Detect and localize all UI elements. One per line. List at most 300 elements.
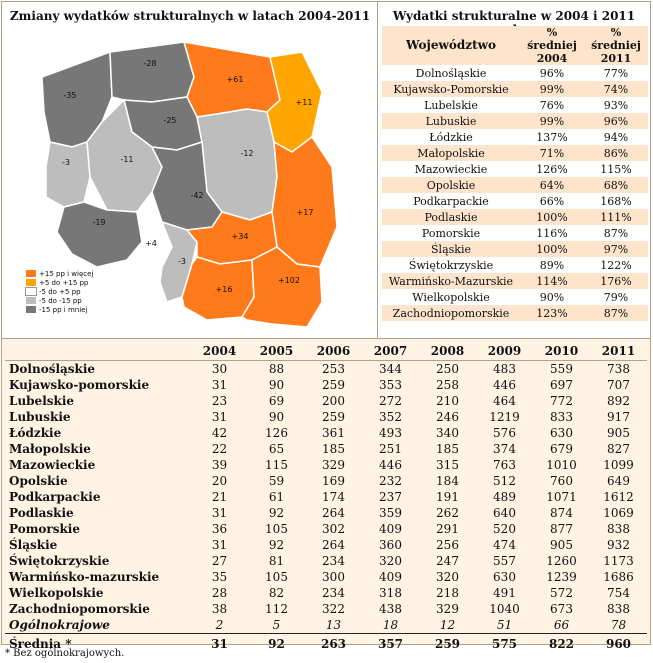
expenditure-cell-value: 61 <box>268 490 285 504</box>
expenditure-cell-value: 575 <box>476 634 533 654</box>
expenditure-cell-region: Dolnośląskie <box>5 361 191 378</box>
expenditure-cell-value: 39 <box>211 458 228 472</box>
expenditure-cell-value: 31 <box>211 410 228 424</box>
expenditure-cell-value: 446 <box>379 458 402 472</box>
expenditure-cell-value: 272 <box>379 394 402 408</box>
expenditure-row <box>5 473 647 489</box>
summary-cell-value: 94% <box>584 129 648 145</box>
label-dolnoslaskie: -19 <box>92 218 106 227</box>
expenditure-cell-value: 1010 <box>546 458 577 472</box>
summary-cell-region: Łódzkie <box>382 129 520 145</box>
expenditure-cell-value: 258 <box>436 378 459 392</box>
expenditure-cell-value: 1099 <box>603 458 634 472</box>
expenditure-header-year: 2004 <box>202 344 237 358</box>
expenditure-cell-value: 31 <box>211 378 228 392</box>
expenditure-row-national <box>5 617 647 634</box>
expenditure-row <box>5 585 647 601</box>
expenditure-header-row <box>5 342 647 361</box>
expenditure-cell-value: 90 <box>268 378 285 392</box>
expenditure-cell-value: 218 <box>436 586 459 600</box>
expenditure-cell-region: Ogólnokrajowe <box>9 618 110 632</box>
expenditure-cell-value: 92 <box>268 506 285 520</box>
expenditure-cell-value: 322 <box>322 602 345 616</box>
summary-cell-region: Świętokrzyskie <box>382 257 520 273</box>
expenditure-cell-value: 300 <box>322 570 345 584</box>
summary-row <box>382 209 648 225</box>
summary-cell-value: 66% <box>520 193 584 209</box>
legend-item <box>26 278 93 287</box>
expenditure-cell-value: 250 <box>419 361 476 378</box>
expenditure-cell-value: 78 <box>610 618 627 632</box>
expenditure-cell-value: 30 <box>191 361 248 378</box>
expenditure-cell-value: 483 <box>476 361 533 378</box>
summary-table <box>382 26 648 321</box>
expenditure-cell-value: 185 <box>436 442 459 456</box>
summary-cell-value: 93% <box>584 97 648 113</box>
expenditure-row <box>5 553 647 569</box>
expenditure-cell-value: 36 <box>211 522 228 536</box>
label-lubuskie: -3 <box>62 158 70 167</box>
expenditure-cell-value: 92 <box>268 538 285 552</box>
expenditure-cell-value: 1040 <box>489 602 520 616</box>
expenditure-cell-value: 446 <box>493 378 516 392</box>
summary-cell-region: Pomorskie <box>382 225 520 241</box>
legend-label: +5 do +15 pp <box>39 278 89 287</box>
expenditure-cell-value: 31 <box>191 634 248 654</box>
expenditure-cell-value: 315 <box>436 458 459 472</box>
expenditure-row <box>5 505 647 521</box>
region-lubuskie <box>46 142 90 207</box>
expenditure-cell-value: 917 <box>607 410 630 424</box>
expenditure-row <box>5 521 647 537</box>
expenditure-cell-value: 630 <box>550 426 573 440</box>
expenditure-cell-value: 200 <box>322 394 345 408</box>
expenditure-row <box>5 489 647 505</box>
expenditure-header-corner <box>5 342 191 361</box>
expenditure-cell-region: Opolskie <box>9 474 68 488</box>
legend-swatch <box>26 270 36 277</box>
summary-cell-value: 111% <box>584 209 648 225</box>
expenditure-cell-value: 22 <box>211 442 228 456</box>
summary-cell-value: 168% <box>584 193 648 209</box>
expenditure-cell-region: Śląskie <box>9 538 58 552</box>
expenditure-cell-value: 359 <box>379 506 402 520</box>
expenditure-cell-value: 105 <box>265 522 288 536</box>
report-frame <box>1 1 651 651</box>
summary-row <box>382 289 648 305</box>
expenditure-cell-value: 21 <box>211 490 228 504</box>
label-zachodniopomorskie: -35 <box>63 91 77 100</box>
expenditure-cell-value: 409 <box>379 522 402 536</box>
summary-row <box>382 273 648 289</box>
summary-panel <box>378 2 650 339</box>
expenditure-cell-value: 932 <box>607 538 630 552</box>
expenditure-cell-region: Łódzkie <box>9 426 62 440</box>
expenditure-cell-value: 838 <box>607 602 630 616</box>
expenditure-cell-value: 874 <box>550 506 573 520</box>
legend-label: -15 pp i mniej <box>39 305 88 314</box>
label-lodzkie: -42 <box>190 191 204 200</box>
expenditure-cell-value: 174 <box>322 490 345 504</box>
summary-row <box>382 241 648 257</box>
summary-row <box>382 161 648 177</box>
expenditure-cell-value: 234 <box>322 586 345 600</box>
summary-row <box>382 193 648 209</box>
expenditure-cell-value: 27 <box>211 554 228 568</box>
expenditure-row <box>5 457 647 473</box>
summary-row <box>382 257 648 273</box>
expenditure-cell-value: 90 <box>268 410 285 424</box>
expenditure-cell-value: 31 <box>211 506 228 520</box>
expenditure-cell-value: 827 <box>607 442 630 456</box>
legend-item <box>26 296 93 305</box>
expenditure-cell-region: Lubelskie <box>9 394 75 408</box>
expenditure-cell-value: 822 <box>533 634 590 654</box>
expenditure-cell-value: 763 <box>493 458 516 472</box>
expenditure-row <box>5 441 647 457</box>
summary-cell-value: 176% <box>584 273 648 289</box>
expenditure-cell-value: 1260 <box>546 554 577 568</box>
expenditure-cell-value: 892 <box>607 394 630 408</box>
expenditure-cell-value: 1069 <box>603 506 634 520</box>
expenditure-cell-value: 88 <box>248 361 305 378</box>
expenditure-row <box>5 425 647 441</box>
expenditure-cell-value: 1219 <box>489 410 520 424</box>
summary-cell-value: 68% <box>584 177 648 193</box>
summary-cell-value: 96% <box>584 113 648 129</box>
expenditure-cell-value: 464 <box>493 394 516 408</box>
expenditure-cell-value: 960 <box>590 634 647 654</box>
expenditure-cell-value: 251 <box>379 442 402 456</box>
summary-cell-value: 96% <box>520 65 584 81</box>
expenditure-cell-value: 512 <box>493 474 516 488</box>
legend-label: -5 do -15 pp <box>39 296 82 305</box>
expenditure-cell-value: 649 <box>607 474 630 488</box>
expenditure-cell-value: 738 <box>590 361 647 378</box>
expenditure-cell-value: 12 <box>439 618 456 632</box>
legend-label: +15 pp i więcej <box>39 269 94 278</box>
expenditure-cell-value: 679 <box>550 442 573 456</box>
summary-cell-region: Lubuskie <box>382 113 520 129</box>
summary-row <box>382 97 648 113</box>
expenditure-cell-value: 263 <box>305 634 362 654</box>
expenditure-row <box>5 361 647 378</box>
expenditure-cell-value: 352 <box>379 410 402 424</box>
expenditure-cell-value: 357 <box>362 634 419 654</box>
expenditure-cell-value: 318 <box>379 586 402 600</box>
expenditure-cell-value: 361 <box>322 426 345 440</box>
summary-row <box>382 177 648 193</box>
expenditure-cell-value: 493 <box>379 426 402 440</box>
expenditure-cell-value: 59 <box>268 474 285 488</box>
legend-swatch <box>26 297 36 304</box>
expenditure-cell-value: 23 <box>211 394 228 408</box>
label-pomorskie: -28 <box>143 59 157 68</box>
expenditure-cell-value: 438 <box>379 602 402 616</box>
expenditure-cell-value: 760 <box>550 474 573 488</box>
summary-header-2011: % średniej 2011 <box>584 26 648 65</box>
summary-cell-value: 90% <box>520 289 584 305</box>
expenditure-cell-value: 291 <box>436 522 459 536</box>
expenditure-header-year: 2006 <box>316 344 351 358</box>
expenditure-cell-region: Małopolskie <box>9 442 91 456</box>
expenditure-header-year: 2008 <box>430 344 465 358</box>
expenditure-cell-value: 232 <box>379 474 402 488</box>
expenditure-cell-value: 557 <box>493 554 516 568</box>
summary-header-row <box>382 26 648 65</box>
map-title: Zmiany wydatków strukturalnych w latach 2004-2011 <box>9 9 371 23</box>
summary-cell-region: Wielkopolskie <box>382 289 520 305</box>
expenditure-cell-value: 126 <box>265 426 288 440</box>
summary-row <box>382 65 648 81</box>
expenditure-cell-value: 38 <box>211 602 228 616</box>
summary-cell-value: 89% <box>520 257 584 273</box>
expenditure-cell-value: 92 <box>248 634 305 654</box>
label-slaskie: -3 <box>178 257 186 266</box>
expenditure-cell-value: 630 <box>493 570 516 584</box>
label-lubelskie: +17 <box>296 208 314 217</box>
summary-header-2004: % średniej 2004 <box>520 26 584 65</box>
label-swietokrzyskie: +34 <box>231 232 249 241</box>
expenditure-cell-value: 65 <box>268 442 285 456</box>
expenditure-cell-value: 707 <box>607 378 630 392</box>
summary-cell-region: Mazowieckie <box>382 161 520 177</box>
expenditure-cell-region: Podkarpackie <box>9 490 101 504</box>
expenditure-header-year: 2010 <box>544 344 579 358</box>
summary-cell-region: Zachodniopomorskie <box>382 305 520 321</box>
expenditure-cell-value: 520 <box>493 522 516 536</box>
summary-cell-value: 122% <box>584 257 648 273</box>
label-opolskie: +4 <box>145 239 157 248</box>
expenditure-cell-value: 833 <box>550 410 573 424</box>
expenditure-cell-region: Średnia * <box>5 634 191 654</box>
expenditure-cell-value: 572 <box>550 586 573 600</box>
legend-item <box>26 269 93 278</box>
summary-cell-value: 100% <box>520 241 584 257</box>
expenditure-cell-value: 247 <box>436 554 459 568</box>
label-malopolskie: +16 <box>215 285 233 294</box>
expenditure-cell-region: Pomorskie <box>9 522 80 536</box>
summary-cell-value: 123% <box>520 305 584 321</box>
expenditure-cell-value: 905 <box>550 538 573 552</box>
region-pomorskie <box>110 42 194 102</box>
expenditure-cell-value: 69 <box>268 394 285 408</box>
expenditure-cell-value: 489 <box>493 490 516 504</box>
summary-cell-value: 71% <box>520 145 584 161</box>
summary-cell-value: 79% <box>584 289 648 305</box>
expenditure-cell-value: 66 <box>553 618 570 632</box>
summary-cell-value: 97% <box>584 241 648 257</box>
expenditure-header-year: 2005 <box>259 344 294 358</box>
expenditure-header-year: 2011 <box>601 344 636 358</box>
expenditure-cell-value: 474 <box>493 538 516 552</box>
summary-body <box>382 65 648 321</box>
expenditure-cell-value: 191 <box>436 490 459 504</box>
expenditure-cell-value: 51 <box>496 618 513 632</box>
label-kujawsko: -25 <box>163 116 177 125</box>
summary-cell-region: Małopolskie <box>382 145 520 161</box>
expenditure-cell-value: 169 <box>322 474 345 488</box>
expenditure-cell-value: 264 <box>322 506 345 520</box>
expenditure-cell-value: 81 <box>268 554 285 568</box>
map-legend <box>26 269 93 314</box>
expenditure-cell-value: 1612 <box>603 490 634 504</box>
summary-cell-value: 115% <box>584 161 648 177</box>
expenditure-cell-value: 259 <box>322 410 345 424</box>
expenditure-cell-value: 35 <box>211 570 228 584</box>
expenditure-cell-value: 31 <box>211 538 228 552</box>
summary-cell-value: 99% <box>520 113 584 129</box>
expenditure-row <box>5 569 647 585</box>
label-podlaskie: +11 <box>295 98 313 107</box>
expenditure-cell-value: 697 <box>550 378 573 392</box>
legend-label: -5 do +5 pp <box>39 287 81 296</box>
expenditure-cell-value: 259 <box>419 634 476 654</box>
expenditure-cell-value: 877 <box>550 522 573 536</box>
expenditure-cell-region: Warmińsko-mazurskie <box>9 570 160 584</box>
expenditure-cell-value: 374 <box>493 442 516 456</box>
expenditure-cell-region: Kujawsko-pomorskie <box>9 378 150 392</box>
expenditure-header-year: 2007 <box>373 344 408 358</box>
legend-swatch <box>26 288 36 295</box>
expenditure-cell-value: 210 <box>436 394 459 408</box>
summary-header-wojewodztwo: Województwo <box>382 26 520 65</box>
expenditure-cell-value: 18 <box>382 618 399 632</box>
expenditure-cell-value: 105 <box>265 570 288 584</box>
expenditure-body <box>5 361 647 654</box>
expenditure-cell-value: 302 <box>322 522 345 536</box>
label-podkarpackie: +102 <box>278 276 300 285</box>
summary-row <box>382 81 648 97</box>
expenditure-cell-value: 329 <box>436 602 459 616</box>
summary-title: Wydatki strukturalne w 2004 i 2011 <box>392 9 636 23</box>
expenditure-row <box>5 601 647 617</box>
label-mazowieckie: -12 <box>240 149 254 158</box>
expenditure-cell-value: 256 <box>436 538 459 552</box>
expenditure-cell-value: 5 <box>272 618 281 632</box>
legend-item <box>26 287 93 296</box>
expenditure-cell-value: 259 <box>322 378 345 392</box>
summary-cell-value: 126% <box>520 161 584 177</box>
expenditure-cell-value: 673 <box>550 602 573 616</box>
legend-item <box>26 305 93 314</box>
summary-cell-value: 87% <box>584 305 648 321</box>
expenditure-cell-value: 234 <box>322 554 345 568</box>
summary-cell-region: Opolskie <box>382 177 520 193</box>
legend-swatch <box>26 279 36 286</box>
expenditure-cell-value: 754 <box>607 586 630 600</box>
expenditure-cell-value: 28 <box>211 586 228 600</box>
summary-cell-region: Warmińsko-Mazurskie <box>382 273 520 289</box>
expenditure-cell-region: Mazowieckie <box>9 458 96 472</box>
expenditure-cell-value: 237 <box>379 490 402 504</box>
expenditure-row <box>5 377 647 393</box>
expenditure-cell-region: Podlaskie <box>9 506 74 520</box>
expenditure-cell-value: 115 <box>265 458 288 472</box>
expenditure-cell-region: Świętokrzyskie <box>9 554 110 568</box>
expenditure-cell-value: 2 <box>215 618 224 632</box>
expenditure-cell-value: 559 <box>533 361 590 378</box>
summary-cell-region: Kujawsko-Pomorskie <box>382 81 520 97</box>
summary-cell-value: 76% <box>520 97 584 113</box>
expenditure-cell-value: 320 <box>379 554 402 568</box>
expenditure-cell-value: 340 <box>436 426 459 440</box>
label-warminsko: +61 <box>226 75 244 84</box>
expenditure-row <box>5 537 647 553</box>
expenditure-table <box>5 342 647 653</box>
summary-cell-value: 87% <box>584 225 648 241</box>
summary-cell-region: Podlaskie <box>382 209 520 225</box>
expenditure-cell-value: 409 <box>379 570 402 584</box>
expenditure-header-year: 2009 <box>487 344 522 358</box>
expenditure-cell-value: 344 <box>362 361 419 378</box>
summary-cell-value: 64% <box>520 177 584 193</box>
summary-cell-region: Śląskie <box>382 241 520 257</box>
summary-row <box>382 145 648 161</box>
expenditure-cell-value: 905 <box>607 426 630 440</box>
map-panel <box>2 2 378 339</box>
summary-cell-region: Dolnośląskie <box>382 65 520 81</box>
expenditure-cell-region: Wielkopolskie <box>9 586 104 600</box>
expenditure-row <box>5 409 647 425</box>
expenditure-cell-value: 253 <box>305 361 362 378</box>
summary-row <box>382 225 648 241</box>
expenditure-cell-value: 1071 <box>546 490 577 504</box>
summary-cell-region: Podkarpackie <box>382 193 520 209</box>
expenditure-cell-value: 640 <box>493 506 516 520</box>
expenditure-cell-value: 1686 <box>603 570 634 584</box>
expenditure-cell-value: 264 <box>322 538 345 552</box>
summary-cell-value: 77% <box>584 65 648 81</box>
expenditure-cell-value: 772 <box>550 394 573 408</box>
summary-cell-value: 137% <box>520 129 584 145</box>
expenditure-cell-value: 82 <box>268 586 285 600</box>
expenditure-cell-value: 1173 <box>603 554 634 568</box>
expenditure-cell-value: 20 <box>211 474 228 488</box>
expenditure-cell-value: 112 <box>265 602 288 616</box>
expenditure-cell-value: 246 <box>436 410 459 424</box>
expenditure-cell-value: 185 <box>322 442 345 456</box>
summary-cell-value: 86% <box>584 145 648 161</box>
footnote: * Bez ogólnokrajowych. <box>5 648 125 659</box>
summary-cell-value: 114% <box>520 273 584 289</box>
expenditure-cell-region: Lubuskie <box>9 410 71 424</box>
expenditure-cell-value: 184 <box>436 474 459 488</box>
expenditure-cell-value: 491 <box>493 586 516 600</box>
expenditure-cell-value: 42 <box>211 426 228 440</box>
label-wielkopolskie: -11 <box>120 155 134 164</box>
expenditure-cell-region: Zachodniopomorskie <box>9 602 150 616</box>
expenditure-cell-value: 262 <box>436 506 459 520</box>
expenditure-cell-value: 838 <box>607 522 630 536</box>
expenditure-cell-value: 576 <box>493 426 516 440</box>
legend-swatch <box>26 306 36 313</box>
summary-cell-value: 116% <box>520 225 584 241</box>
summary-row <box>382 305 648 321</box>
region-lubelskie <box>272 137 337 267</box>
expenditure-cell-value: 329 <box>322 458 345 472</box>
summary-cell-region: Lubelskie <box>382 97 520 113</box>
expenditure-cell-value: 13 <box>325 618 342 632</box>
expenditure-row <box>5 393 647 409</box>
expenditure-cell-value: 360 <box>379 538 402 552</box>
expenditure-cell-value: 353 <box>379 378 402 392</box>
summary-cell-value: 100% <box>520 209 584 225</box>
expenditure-cell-value: 320 <box>436 570 459 584</box>
summary-cell-value: 99% <box>520 81 584 97</box>
summary-row <box>382 113 648 129</box>
summary-cell-value: 74% <box>584 81 648 97</box>
